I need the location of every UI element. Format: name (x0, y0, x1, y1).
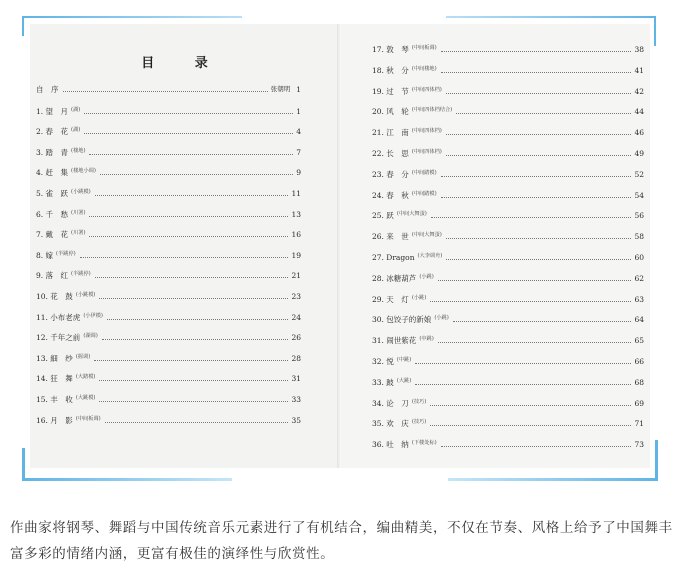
toc-entry-subtitle: (川署) (71, 209, 86, 216)
toc-entry (372, 148, 644, 158)
toc-entry-leader (89, 235, 288, 237)
toc-entry-page: 28 (291, 353, 301, 363)
toc-entry-leader (95, 276, 289, 278)
toc-entry-subtitle: (技巧) (411, 398, 427, 405)
toc-entry (372, 65, 644, 75)
caption-text: 作曲家将钢琴、舞蹈与中国传统音乐元素进行了有机结合，编曲精美，不仅在节奏、风格上给予了中国舞丰富多彩的情绪内涵，更富有极佳的演绎性与欣赏性。 (10, 520, 673, 562)
toc-entry-page: 60 (634, 253, 644, 262)
toc-entry-page: 56 (634, 211, 644, 221)
toc-entry (36, 312, 301, 322)
toc-entry-title: 15. 丰 收 (36, 395, 73, 404)
frame-corner-top-left (22, 16, 242, 18)
toc-entry (372, 169, 644, 179)
toc-entry-subtitle: (中间踏模) (411, 190, 437, 197)
toc-entry (372, 335, 644, 345)
toc-entry-page: 68 (634, 377, 644, 387)
toc-entry-subtitle: (小伊模) (83, 312, 103, 319)
toc-entry-page: 66 (634, 357, 644, 366)
toc-entry-subtitle: (小跳模) (75, 292, 96, 298)
toc-entry-title: 5. 雀 跃 (36, 189, 69, 198)
toc-entry-title: 24. 春 秋 (372, 190, 409, 200)
toc-entry-page: 38 (634, 45, 644, 54)
toc-entry-subtitle: (技巧) (411, 419, 427, 426)
toc-entry-leader (80, 256, 289, 258)
toc-entry-title: 2. 春 花 (36, 127, 69, 137)
toc-entry-subtitle: (川署) (71, 230, 86, 237)
toc-entry-page: 33 (291, 395, 301, 404)
toc-entry (372, 398, 644, 408)
toc-entry-page: 9 (296, 168, 301, 178)
toc-entry-page: 16 (291, 230, 301, 240)
toc-entry-title: 30. 包饺子的新娘 (372, 315, 432, 325)
toc-entry (372, 418, 644, 428)
toc-entry-page: 13 (291, 209, 301, 219)
toc-entry-leader (102, 338, 289, 340)
toc-entry-leader (446, 92, 632, 94)
toc-entry-subtitle: (中间大舞蛋) (396, 211, 427, 218)
toc-entry (372, 314, 644, 324)
toc-entry-page: 52 (634, 169, 644, 179)
toc-entry-leader (438, 279, 632, 281)
toc-entry (36, 188, 301, 198)
toc-entry-leader (84, 132, 293, 134)
toc-entry (372, 231, 644, 241)
toc-entry-title: 32. 悦 (372, 357, 394, 366)
toc-entry (372, 377, 644, 387)
toc-entry-title: 自 序 (36, 85, 59, 94)
toc-entry (36, 229, 301, 239)
toc-entry-title: 10. 花 鼓 (36, 292, 73, 301)
toc-entry-leader (441, 50, 632, 52)
toc-entry-subtitle: (半跳停) (71, 271, 91, 278)
toc-entry-title: 4. 赶 集 (36, 168, 69, 178)
toc-entry-page: 69 (634, 398, 644, 408)
toc-entry-page: 1 (296, 85, 301, 94)
toc-entry (372, 190, 644, 200)
toc-entry-subtitle: (小跳) (411, 294, 427, 301)
toc-entry (36, 250, 301, 260)
toc-entry-leader (63, 90, 268, 92)
toc-entry (36, 394, 301, 404)
toc-entry-page: 62 (634, 273, 644, 283)
toc-entry-title: 13. 細 纱 (36, 353, 73, 363)
toc-entry-page: 71 (634, 419, 644, 429)
toc-entry-page: 21 (291, 271, 301, 281)
toc-entry-leader (84, 112, 293, 114)
toc-entry-title: 26. 来 世 (372, 232, 409, 242)
toc-entry-leader (430, 424, 631, 426)
frame-corner-bottom-left-vertical (22, 448, 25, 480)
toc-entry-subtitle: (中间大舞蛋) (411, 232, 442, 239)
toc-entry-subtitle: (半跳停) (56, 250, 76, 257)
toc-entry-page: 58 (634, 232, 644, 242)
toc-entry-leader (446, 154, 632, 156)
frame-corner-top-left-vertical (22, 16, 24, 36)
toc-entry-subtitle: (大踏模) (75, 374, 96, 381)
toc-entry-page: 4 (296, 127, 301, 137)
toc-entry-subtitle: (大跳模) (75, 395, 96, 401)
toc-entry-subtitle: (小跳) (434, 315, 449, 322)
toc-entry-subtitle: (中间四体档结合) (411, 107, 453, 114)
toc-entry-page: 7 (296, 147, 301, 157)
toc-entry-leader (456, 112, 631, 114)
toc-entry-title: 33. 跛 (372, 377, 394, 387)
frame-corner-bottom-left (22, 478, 232, 481)
toc-entry-page: 42 (634, 86, 644, 96)
toc-entry-title: 3. 踏 青 (36, 147, 69, 157)
toc-entry-page: 23 (291, 292, 301, 301)
toc-entry-leader (441, 71, 632, 73)
toc-entry-leader (105, 421, 289, 423)
toc-entry-leader (99, 379, 288, 381)
toc-entry-leader (430, 404, 631, 406)
toc-entry (372, 252, 644, 262)
toc-entry-page: 19 (291, 250, 301, 260)
toc-entry-page: 65 (634, 336, 644, 346)
toc-entry-subtitle: (楼地) (71, 147, 86, 154)
toc-entry-page: 24 (291, 312, 301, 322)
toc-page-left (30, 24, 337, 468)
toc-entry-page: 73 (634, 440, 644, 450)
toc-entry-leader (415, 383, 631, 385)
toc-entry-title: 36. 吐 纳 (372, 440, 409, 450)
toc-entry-subtitle: (中间四体档) (411, 149, 442, 155)
toc-entry-title: 23. 春 分 (372, 169, 409, 179)
toc-entry-page: 26 (291, 333, 301, 343)
toc-entry-subtitle: (中间四体档) (411, 86, 442, 93)
toc-entry-leader (453, 320, 632, 322)
toc-page-right (341, 24, 650, 468)
toc-entry-subtitle: (下楼处标) (411, 440, 437, 447)
frame-corner-bottom-right (448, 478, 658, 481)
toc-entry-page: 11 (291, 189, 301, 198)
toc-entry-leader (94, 359, 288, 361)
toc-entry-subtitle: (握调) (75, 353, 91, 360)
toc-entry-title: 20. 风 轮 (372, 107, 409, 117)
toc-entry-title: 19. 过 节 (372, 86, 409, 96)
frame-corner-top-right (446, 16, 656, 18)
toc-entry-page: 44 (634, 107, 644, 117)
toc-entry-title: 11. 小布老虎 (36, 312, 81, 322)
toc-entry (372, 86, 644, 96)
toc-entry-title: 7. 戴 花 (36, 230, 69, 240)
toc-entry-subtitle: (中跳) (396, 357, 412, 363)
toc-entry (36, 85, 301, 94)
toc-entry (372, 439, 644, 449)
toc-entry-leader (99, 400, 288, 402)
toc-entry-subtitle: (中间板调) (411, 45, 437, 51)
toc-title: 目 录 (141, 56, 226, 71)
toc-entry-title: 27. Dragon (372, 253, 415, 262)
toc-entry-page: 35 (291, 415, 301, 425)
toc-entry-page: 46 (634, 128, 644, 138)
toc-entry-author: 张朝明 (270, 85, 291, 93)
toc-entry-page: 49 (634, 149, 644, 158)
toc-entry-title: 17. 敦 琴 (372, 45, 409, 54)
frame-corner-top-right-vertical (654, 16, 656, 46)
toc-entry-leader (415, 362, 631, 364)
frame-corner-bottom-right-vertical (655, 440, 658, 480)
toc-entry (36, 209, 301, 219)
toc-entry-leader (441, 445, 632, 447)
toc-entry-subtitle: (小跳模) (71, 189, 91, 195)
toc-entry-subtitle: (湖) (71, 127, 81, 134)
toc-entry-title: 31. 闹世紫花 (372, 336, 417, 346)
toc-entry-title: 9. 落 红 (36, 271, 69, 281)
toc-entry-leader (446, 133, 632, 135)
toc-entry-leader (89, 215, 288, 217)
toc-entry-title: 12. 千年之前 (36, 333, 81, 343)
toc-entry-title: 18. 秋 分 (372, 65, 409, 75)
toc-entry (372, 356, 644, 366)
toc-entry-subtitle: (中间踏模) (411, 169, 437, 176)
toc-entry (372, 106, 644, 116)
toc-entry-leader (99, 297, 288, 299)
toc-entry (372, 294, 644, 304)
toc-entry-title: 35. 欢 庆 (372, 419, 409, 429)
toc-entry-page: 41 (634, 65, 644, 75)
toc-entry-title: 29. 天 灯 (372, 294, 409, 304)
toc-entry-subtitle: (湖调) (83, 333, 98, 340)
toc-entry-subtitle: (楼地小调) (71, 168, 96, 175)
toc-entry-title: 14. 狂 舞 (36, 374, 73, 384)
toc-entry-leader (430, 300, 631, 302)
toc-entry-leader (446, 237, 632, 239)
toc-entry (36, 415, 301, 425)
toc-entry (36, 270, 301, 280)
toc-entry (36, 291, 301, 301)
toc-entry-title: 22. 长 思 (372, 149, 409, 158)
toc-entry-subtitle: (中跳) (419, 336, 434, 343)
toc-entry-page: 31 (291, 374, 301, 384)
toc-entry (36, 126, 301, 136)
toc-entry-subtitle: (中间四体档) (411, 128, 442, 135)
toc-entry-title: 1. 望 月 (36, 106, 69, 116)
toc-entry-leader (431, 216, 632, 218)
toc-entry-leader (100, 173, 293, 175)
toc-entry-title: 16. 月 影 (36, 415, 73, 425)
toc-entry-title: 28. 冰糖葫芦 (372, 273, 417, 283)
toc-entry-page: 64 (634, 315, 644, 325)
toc-entry-leader (441, 196, 632, 198)
toc-entry-subtitle: (小跳) (419, 273, 434, 280)
toc-entry-page: 1 (296, 106, 301, 116)
toc-entry (372, 44, 644, 54)
toc-entry-subtitle: (大跳) (396, 377, 412, 384)
toc-entry-page: 54 (634, 190, 644, 200)
toc-entry-leader (446, 258, 631, 260)
toc-entry-leader (107, 318, 289, 320)
toc-entry-subtitle: (中间板调) (75, 415, 101, 422)
toc-entry-title: 34. 论 刀 (372, 398, 409, 408)
toc-entry-title: 8. 嫁 (36, 250, 54, 260)
toc-entry (372, 273, 644, 283)
toc-entry-leader (89, 153, 293, 155)
toc-entry (372, 127, 644, 137)
toc-entry-title: 6. 千 愁 (36, 209, 69, 219)
toc-entry (36, 373, 301, 383)
toc-entry-page: 63 (634, 294, 644, 304)
toc-entry (372, 210, 644, 220)
toc-entry-title: 21. 江 南 (372, 128, 409, 138)
toc-entry-subtitle: (湖) (71, 106, 81, 113)
toc-entry-subtitle: (中间楼地) (411, 65, 437, 72)
toc-entry-leader (438, 341, 632, 343)
toc-entry (36, 167, 301, 177)
toc-entry (36, 147, 301, 157)
toc-entry (36, 106, 301, 116)
toc-entry-leader (95, 194, 289, 196)
toc-entry (36, 332, 301, 342)
toc-entry-title: 25. 跃 (372, 211, 394, 221)
toc-entry-subtitle: (大李调舟) (417, 253, 443, 259)
toc-entry-leader (441, 175, 632, 177)
toc-entry (36, 353, 301, 363)
